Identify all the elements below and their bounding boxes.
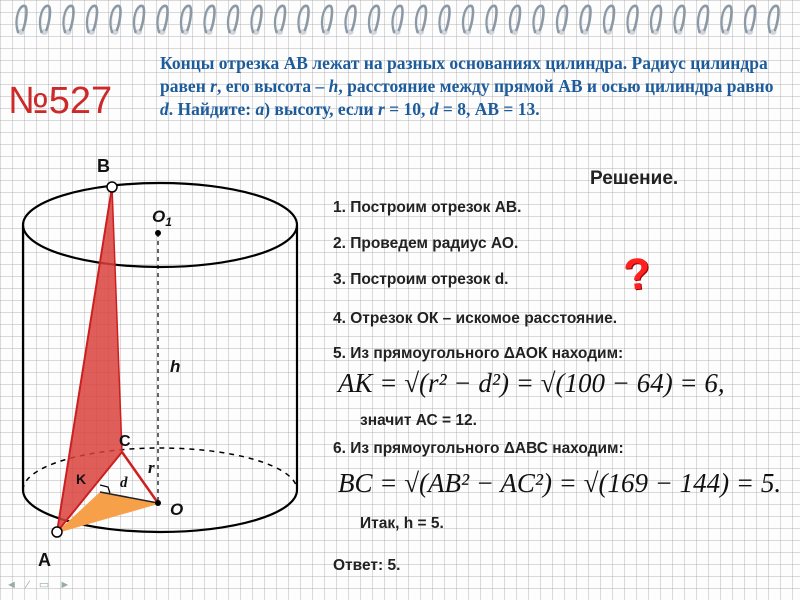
solution-title: Решение. bbox=[590, 168, 679, 189]
menu-icon[interactable]: ▭ bbox=[38, 579, 50, 591]
step-5: 5. Из прямоугольного ΔАОК находим: bbox=[333, 345, 624, 362]
slide-number: №527 bbox=[8, 80, 113, 122]
back-arrow-icon[interactable]: ◄ bbox=[6, 579, 17, 591]
answer: Ответ: 5. bbox=[333, 557, 401, 574]
label-o: O bbox=[170, 500, 184, 519]
label-b: B bbox=[97, 156, 110, 176]
binder-rings bbox=[0, 0, 800, 40]
label-r: r bbox=[148, 458, 155, 477]
label-c: C bbox=[119, 433, 131, 450]
step-1: 1. Построим отрезок АВ. bbox=[333, 199, 522, 216]
label-d: d bbox=[120, 475, 128, 491]
label-k: K bbox=[76, 471, 87, 487]
point-o bbox=[155, 500, 161, 506]
formula-bc: BC = √(AB² − AC²) = √(169 − 144) = 5. bbox=[338, 468, 782, 498]
point-b bbox=[107, 182, 117, 192]
formula-ak: AK = √(r² − d²) = √(100 − 64) = 6, bbox=[338, 368, 725, 398]
problem-text: Концы отрезка АВ лежат на разных основаниях цилиндра. Радиус цилиндра равен r, его высота – h, расстояние между прямой АВ и осью цилиндра равно d. Найдите: а) высоту, если r = 10, d = 8, АВ = 13. bbox=[160, 53, 774, 119]
step-3: 3. Построим отрезок d. bbox=[333, 271, 509, 288]
pen-icon[interactable]: ⁄ bbox=[26, 579, 29, 591]
step-4: 4. Отрезок ОК – искомое расстояние. bbox=[333, 310, 618, 327]
step-2: 2. Проведем радиус АО. bbox=[333, 235, 519, 252]
slide-nav bbox=[6, 578, 77, 591]
point-o1 bbox=[155, 230, 161, 236]
cylinder-diagram bbox=[0, 145, 330, 575]
label-o1: $O_1$ bbox=[152, 207, 172, 229]
point-a bbox=[52, 527, 62, 537]
question-mark: ? bbox=[621, 248, 654, 301]
forward-arrow-icon[interactable]: ► bbox=[59, 579, 71, 591]
label-a: A bbox=[38, 550, 51, 570]
triangle-abc bbox=[57, 187, 122, 532]
step-6-result: Итак, h = 5. bbox=[360, 515, 444, 532]
label-h: h bbox=[170, 357, 181, 376]
step-6: 6. Из прямоугольного ΔАВС находим: bbox=[333, 440, 624, 457]
step-5-result: значит АС = 12. bbox=[360, 412, 477, 429]
